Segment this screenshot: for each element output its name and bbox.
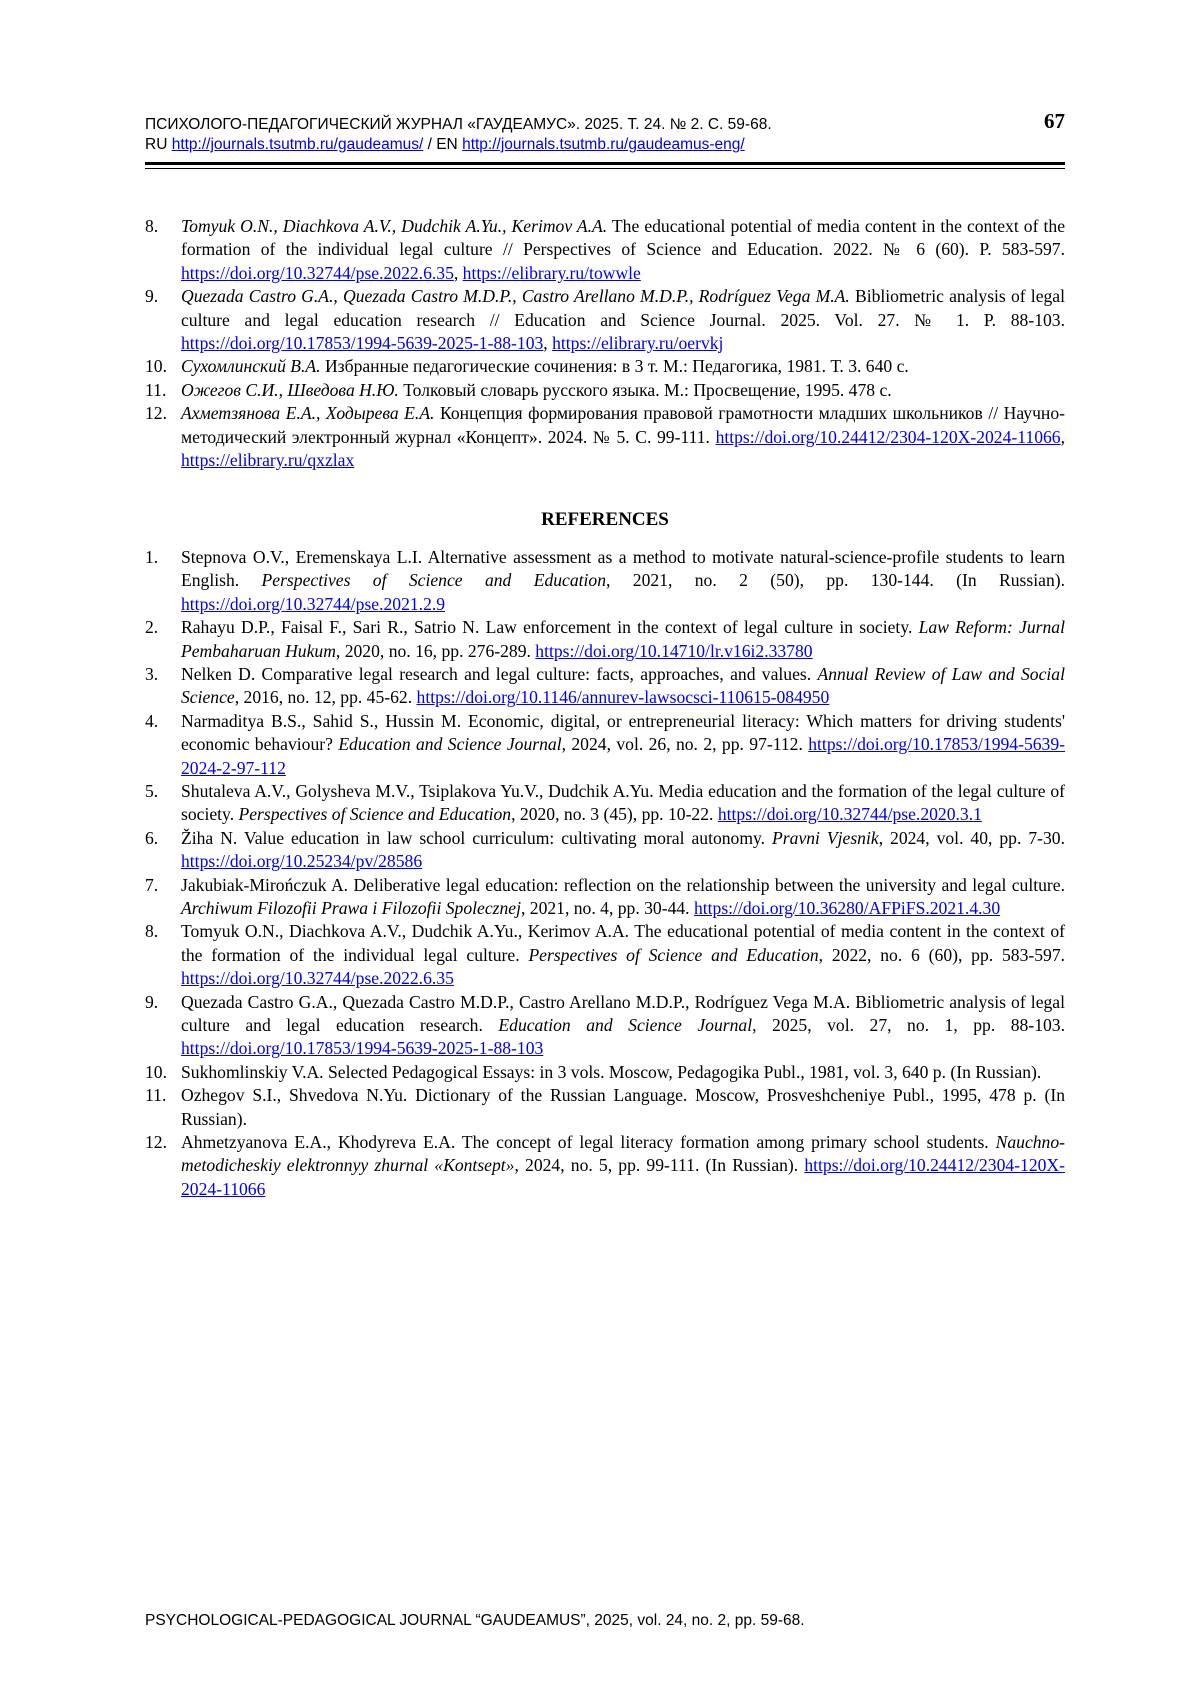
elibrary-link[interactable]: https://elibrary.ru/towwle	[462, 262, 641, 283]
doi-link[interactable]: https://doi.org/10.1146/annurev-lawsocsci-110615-084950	[416, 687, 830, 708]
source-text: The educational potential of media content in the context of the formation of the individual legal culture // Perspectives of Science and Education. 2022. № 6 (60). P. 583-597.	[181, 216, 1065, 260]
source-item	[145, 402, 1065, 472]
link-separator: ,	[1060, 426, 1065, 447]
reference-item	[145, 920, 1065, 990]
reference-text: Ahmetzyanova E.A., Khodyreva E.A. The concept of legal literacy formation among primary school students.	[181, 1132, 996, 1153]
source-item	[145, 215, 1065, 285]
elibrary-link[interactable]: https://elibrary.ru/oervkj	[552, 333, 724, 354]
doi-link[interactable]: https://doi.org/10.32744/pse.2021.2.9	[181, 593, 446, 614]
source-number: 10.	[145, 356, 167, 377]
source-text: Bibliometric analysis of legal culture and legal education research // Education and Science Journal. 2025. Vol. 27. № 1. P. 88-103.	[181, 286, 1065, 330]
doi-link[interactable]: https://doi.org/10.32744/pse.2022.6.35	[181, 262, 454, 283]
reference-tail: , 2020, no. 3 (45), pp. 10-22.	[511, 804, 718, 825]
reference-text: Narmaditya B.S., Sahid S., Hussin M. Economic, digital, or entrepreneurial literacy: Which matters for driving students' economic behaviour?	[181, 710, 1065, 755]
doi-link[interactable]: https://doi.org/10.32744/pse.2022.6.35	[181, 968, 454, 989]
reference-number: 10.	[145, 1061, 167, 1082]
reference-text: Stepnova O.V., Eremenskaya L.I. Alternative assessment as a method to motivate natural-science-profile students to learn English.	[181, 546, 1065, 591]
references-heading: REFERENCES	[541, 509, 669, 531]
ru-prefix: RU	[145, 136, 168, 153]
doi-link[interactable]: https://doi.org/10.17853/1994-5639-2024-2-97-112	[181, 734, 1065, 778]
reference-text: Tomyuk O.N., Diachkova A.V., Dudchik A.Yu., Kerimov A.A. The educational potential of media content in the context of the formation of the individual legal culture.	[181, 921, 1065, 965]
reference-text: Rahayu D.P., Faisal F., Sari R., Satrio N. Law enforcement in the context of legal culture in society.	[181, 617, 919, 638]
reference-number: 5.	[145, 780, 159, 801]
elibrary-link[interactable]: https://elibrary.ru/qxzlax	[181, 450, 355, 471]
reference-item	[145, 780, 1065, 827]
reference-text: Shutaleva A.V., Golysheva M.V., Tsiplakova Yu.V., Dudchik A.Yu. Media education and the formation of the legal culture of society.	[181, 780, 1065, 825]
doi-link[interactable]: https://doi.org/10.25234/pv/28586	[181, 851, 423, 872]
reference-tail: , 2024, vol. 40, pp. 7-30.	[878, 827, 1065, 848]
source-number: 12.	[145, 403, 167, 424]
journal-urls-line	[145, 135, 1065, 155]
link-separator: ,	[453, 262, 463, 283]
reference-item	[145, 663, 1065, 710]
page-number: 67	[1044, 109, 1065, 133]
doi-link[interactable]: https://doi.org/10.17853/1994-5639-2025-1-88-103	[181, 333, 544, 354]
reference-text: Quezada Castro G.A., Quezada Castro M.D.P., Castro Arellano M.D.P., Rodríguez Vega M.A. Bibliometric analysis of legal culture and legal education research.	[181, 991, 1065, 1035]
source-number: 9.	[145, 286, 159, 307]
source-item	[145, 379, 1065, 402]
reference-text: Žiha N. Value education in law school curriculum: cultivating moral autonomy.	[181, 827, 773, 848]
reference-journal: Perspectives of Science and Education	[528, 944, 819, 965]
running-header	[145, 109, 1065, 155]
doi-link[interactable]: https://doi.org/10.17853/1994-5639-2025-1-88-103	[181, 1038, 544, 1059]
reference-item	[145, 546, 1065, 616]
reference-journal: Annual Review of Law and Social Science	[181, 663, 1065, 708]
source-authors: Сухомлинский В.А.	[181, 356, 321, 377]
reference-tail: , 2016, no. 12, pp. 45-62.	[234, 687, 417, 708]
en-journal-link[interactable]: http://journals.tsutmb.ru/gaudeamus-eng/	[462, 136, 745, 153]
journal-title-line: ПСИХОЛОГО-ПЕДАГОГИЧЕСКИЙ ЖУРНАЛ «ГАУДЕАМУС». 2025. Т. 24. № 2. С. 59-68.	[145, 116, 772, 133]
reference-journal: Education and Science Journal	[498, 1015, 753, 1035]
reference-tail: , 2020, no. 16, pp. 276-289.	[335, 640, 536, 661]
reference-item	[145, 710, 1065, 780]
reference-number: 12.	[145, 1132, 167, 1153]
source-text: Толковый словарь русского языка. М.: Просвещение, 1995. 478 с.	[398, 379, 892, 400]
reference-tail: , 2021, no. 2 (50), pp. 130-144. (In Russian).	[606, 570, 1065, 591]
ru-journal-link[interactable]: http://journals.tsutmb.ru/gaudeamus/	[171, 136, 424, 153]
header-rule-thin	[145, 168, 1065, 169]
reference-journal: Perspectives of Science and Education	[261, 570, 607, 591]
reference-item	[145, 874, 1065, 921]
references-list	[145, 546, 1065, 1201]
reference-item	[145, 1084, 1065, 1131]
reference-number: 2.	[145, 617, 159, 638]
reference-tail: , 2024, vol. 26, no. 2, pp. 97-112.	[561, 734, 809, 755]
source-text: Концепция формирования правовой грамотности младших школьников // Научно-методический электронный журнал «Концепт». 2024. № 5. С. 99-111.	[181, 403, 1065, 447]
doi-link[interactable]: https://doi.org/10.32744/pse.2020.3.1	[717, 804, 982, 825]
reference-text: Sukhomlinskiy V.A. Selected Pedagogical Essays: in 3 vols. Moscow, Pedagogika Publ., 1981, vol. 3, 640 p. (In Russian).	[181, 1061, 1042, 1082]
source-authors: Quezada Castro G.A., Quezada Castro M.D.P., Castro Arellano M.D.P., Rodríguez Vega M.A.	[181, 286, 850, 307]
doi-link[interactable]: https://doi.org/10.24412/2304-120X-2024-11066	[181, 1155, 1065, 1199]
doi-link[interactable]: https://doi.org/10.14710/lr.v16i2.33780	[535, 640, 813, 661]
reference-item	[145, 616, 1065, 663]
reference-item	[145, 827, 1065, 874]
header-rule-thick	[145, 162, 1065, 165]
source-list	[145, 215, 1065, 472]
source-authors: Tomyuk O.N., Diachkova A.V., Dudchik A.Yu., Kerimov A.A.	[181, 216, 608, 236]
reference-number: 3.	[145, 663, 159, 684]
link-separator: ,	[543, 333, 553, 354]
doi-link[interactable]: https://doi.org/10.36280/AFPiFS.2021.4.30	[693, 897, 1001, 918]
reference-journal: Law Reform: Jurnal Pembaharuan Hukum	[181, 617, 1065, 661]
reference-journal: Perspectives of Science and Education	[238, 804, 512, 825]
reference-text: Ozhegov S.I., Shvedova N.Yu. Dictionary of the Russian Language. Moscow, Prosveshcheniye Publ., 1995, 478 p. (In Russian).	[181, 1085, 1065, 1129]
doi-link[interactable]: https://doi.org/10.24412/2304-120X-2024-11066	[715, 426, 1061, 447]
reference-number: 11.	[145, 1085, 167, 1106]
source-authors: Ожегов С.И., Шведова Н.Ю.	[181, 379, 399, 400]
reference-tail: , 2021, no. 4, pp. 30-44.	[520, 897, 694, 918]
en-separator: / EN	[427, 136, 458, 153]
reference-number: 8.	[145, 921, 159, 942]
reference-text: Jakubiak-Mirończuk A. Deliberative legal education: reflection on the relationship between the university and legal culture.	[181, 874, 1065, 895]
reference-number: 6.	[145, 827, 159, 848]
reference-number: 9.	[145, 991, 159, 1012]
reference-tail: , 2022, no. 6 (60), pp. 583-597.	[818, 944, 1066, 965]
source-authors: Ахметзянова Е.А., Ходырева Е.А.	[181, 403, 435, 424]
reference-journal: Education and Science Journal	[338, 734, 562, 755]
source-item	[145, 285, 1065, 355]
reference-number: 1.	[145, 546, 159, 567]
page-content	[145, 215, 1065, 1201]
reference-text: Nelken D. Comparative legal research and legal culture: facts, approaches, and values.	[181, 663, 818, 684]
source-number: 8.	[145, 216, 159, 236]
source-number: 11.	[145, 379, 167, 400]
reference-item	[145, 1131, 1065, 1201]
reference-journal: Archiwum Filozofii Prawa i Filozofii Spolecznej	[181, 897, 521, 918]
source-text: Избранные педагогические сочинения: в 3 т. М.: Педагогика, 1981. Т. 3. 640 с.	[320, 356, 909, 377]
reference-tail: , 2025, vol. 27, no. 1, pp. 88-103.	[752, 1015, 1065, 1035]
reference-number: 7.	[145, 874, 159, 895]
reference-journal: Nauchno-metodicheskiy elektronnyy zhurnal «Kontsept»	[181, 1132, 1065, 1176]
reference-item	[145, 1061, 1065, 1084]
running-footer: PSYCHOLOGICAL-PEDAGOGICAL JOURNAL “GAUDEAMUS”, 2025, vol. 24, no. 2, pp. 59-68.	[145, 1612, 805, 1629]
reference-journal: Pravni Vjesnik	[772, 827, 879, 848]
source-item	[145, 355, 1065, 378]
reference-tail: , 2024, no. 5, pp. 99-111. (In Russian).	[514, 1155, 805, 1176]
reference-number: 4.	[145, 710, 159, 731]
reference-item	[145, 991, 1065, 1061]
